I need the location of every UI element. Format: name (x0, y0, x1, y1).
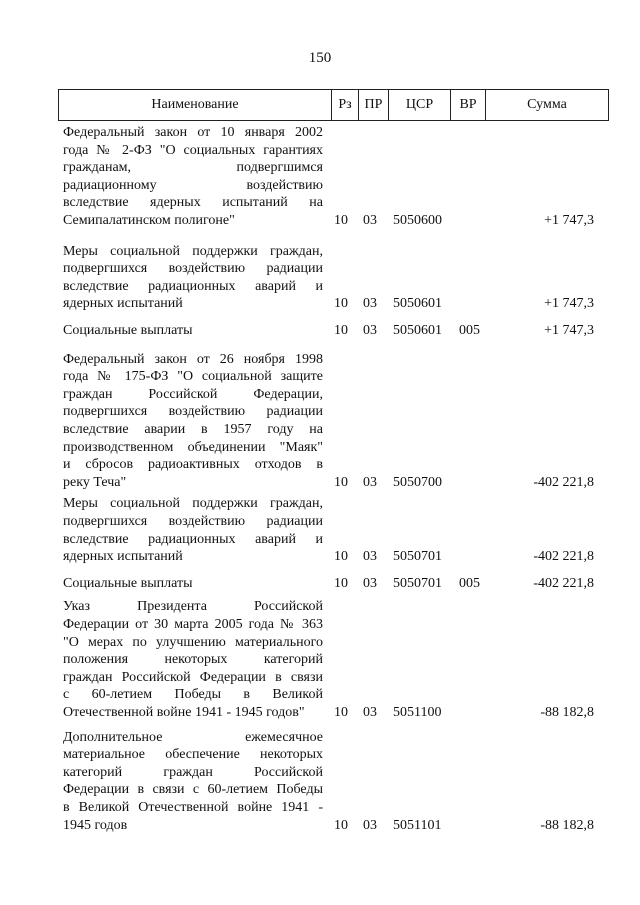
row-pr: 03 (363, 575, 377, 591)
row-name-line: Дополнительное ежемесячное (63, 729, 323, 745)
row-name-line: Семипалатинском полигоне" (63, 212, 235, 228)
table-row (0, 598, 640, 721)
row-name-line: производственном объединении "Маяк" (63, 439, 323, 455)
row-name (63, 598, 323, 721)
row-name-line: подвергшихся воздействию радиации (63, 261, 323, 277)
row-rz: 10 (334, 575, 348, 591)
row-name (63, 351, 323, 492)
row-name-line: положения некоторых категорий (63, 652, 323, 668)
header-sum: Сумма (485, 90, 608, 120)
row-sum: -402 221,8 (533, 549, 594, 565)
row-sum: -402 221,8 (533, 575, 594, 591)
row-name-line: Федеральный закон от 26 ноября 1998 (63, 351, 323, 367)
row-name-line: в Великой Отечественной войне 1941 - (63, 799, 323, 815)
header-rz: Рз (331, 90, 358, 120)
row-name-line: Федеральный закон от 10 января 2002 (63, 125, 323, 140)
row-name-line: Федерации в связи с 60-летием Победы (63, 782, 323, 798)
row-pr: 03 (363, 474, 377, 490)
row-pr: 03 (363, 296, 377, 312)
table-row (0, 575, 640, 593)
row-name (63, 124, 323, 230)
row-name-line: года № 2-ФЗ "О социальных гарантиях (63, 142, 323, 158)
row-pr: 03 (363, 323, 377, 338)
row-name (63, 322, 323, 340)
row-rz: 10 (334, 704, 348, 720)
row-name-line: вследствие аварии в 1957 году на (63, 421, 323, 437)
row-name-line: 1945 годов (63, 817, 128, 833)
row-rz: 10 (334, 323, 348, 338)
row-sum: -402 221,8 (533, 474, 594, 490)
row-csr: 5050601 (393, 323, 442, 338)
row-name (63, 243, 323, 313)
row-csr: 5050701 (393, 549, 442, 565)
table-row (0, 124, 640, 230)
row-csr: 5050601 (393, 296, 442, 312)
page-number: 150 (308, 50, 332, 66)
row-name-line: подвергшихся воздействию радиации (63, 404, 323, 420)
row-name-line: подвергшихся воздействию радиации (63, 513, 323, 529)
row-vr: 005 (459, 323, 480, 338)
row-name-line: с 60-летием Победы в Великой (63, 687, 323, 703)
row-csr: 5051101 (393, 817, 442, 833)
row-name-line: реку Теча" (63, 474, 127, 490)
table-row (0, 243, 640, 313)
row-name-line: "О мерах по улучшению материального (63, 634, 323, 650)
row-rz: 10 (334, 296, 348, 312)
row-rz: 10 (334, 474, 348, 490)
row-name-line: Меры социальной поддержки граждан, (63, 243, 323, 259)
row-name (63, 729, 323, 835)
header-pr: ПР (358, 90, 388, 120)
row-sum: +1 747,3 (544, 213, 594, 228)
table-row (0, 322, 640, 340)
row-csr: 5050600 (393, 213, 442, 228)
header-csr: ЦСР (388, 90, 450, 120)
row-pr: 03 (363, 704, 377, 720)
row-pr: 03 (363, 549, 377, 565)
row-sum: +1 747,3 (544, 323, 594, 338)
row-name (63, 575, 323, 593)
table-header (58, 89, 609, 121)
row-pr: 03 (363, 213, 377, 228)
row-name-line: ядерных испытаний (63, 549, 183, 565)
row-name-line: вследствие радиационных аварий и (63, 278, 323, 294)
row-name-line: вследствие радиационных аварий и (63, 531, 323, 547)
row-name-line: и сбросов радиоактивных отходов в (63, 457, 323, 473)
row-name-line: граждан Российской Федерации, (63, 386, 323, 402)
row-csr: 5051100 (393, 704, 442, 720)
header-vr: ВР (450, 90, 485, 120)
row-name-line: категорий граждан Российской (63, 764, 323, 780)
row-name-line: Указ Президента Российской (63, 599, 323, 615)
row-pr: 03 (363, 817, 377, 833)
row-name-line: ядерных испытаний (63, 296, 183, 312)
row-name-line: Отечественной войне 1941 - 1945 годов" (63, 704, 305, 720)
row-name-line: Социальные выплаты (63, 323, 193, 338)
row-rz: 10 (334, 549, 348, 565)
row-name-line: вследствие ядерных испытаний на (63, 195, 323, 211)
row-sum: +1 747,3 (544, 296, 594, 312)
table-row (0, 729, 640, 835)
row-name-line: гражданам, подвергшимся (63, 160, 323, 176)
row-csr: 5050701 (393, 575, 442, 591)
row-name-line: материальное обеспечение некоторых (63, 747, 323, 763)
row-name-line: Федерации от 30 марта 2005 года № 363 (63, 616, 323, 632)
row-rz: 10 (334, 817, 348, 833)
table-row (0, 351, 640, 492)
row-name-line: Меры социальной поддержки граждан, (63, 496, 323, 512)
row-sum: -88 182,8 (540, 817, 594, 833)
header-name: Наименование (151, 97, 239, 112)
row-sum: -88 182,8 (540, 704, 594, 720)
row-name-line: Социальные выплаты (63, 575, 193, 591)
row-name-line: года № 175-ФЗ "О социальной защите (63, 369, 323, 385)
table-row (0, 495, 640, 565)
row-rz: 10 (334, 213, 348, 228)
row-name (63, 495, 323, 565)
row-csr: 5050700 (393, 474, 442, 490)
row-name-line: граждан Российской Федерации в связи (63, 669, 323, 685)
row-vr: 005 (459, 575, 480, 591)
row-name-line: радиационному воздействию (63, 177, 323, 193)
